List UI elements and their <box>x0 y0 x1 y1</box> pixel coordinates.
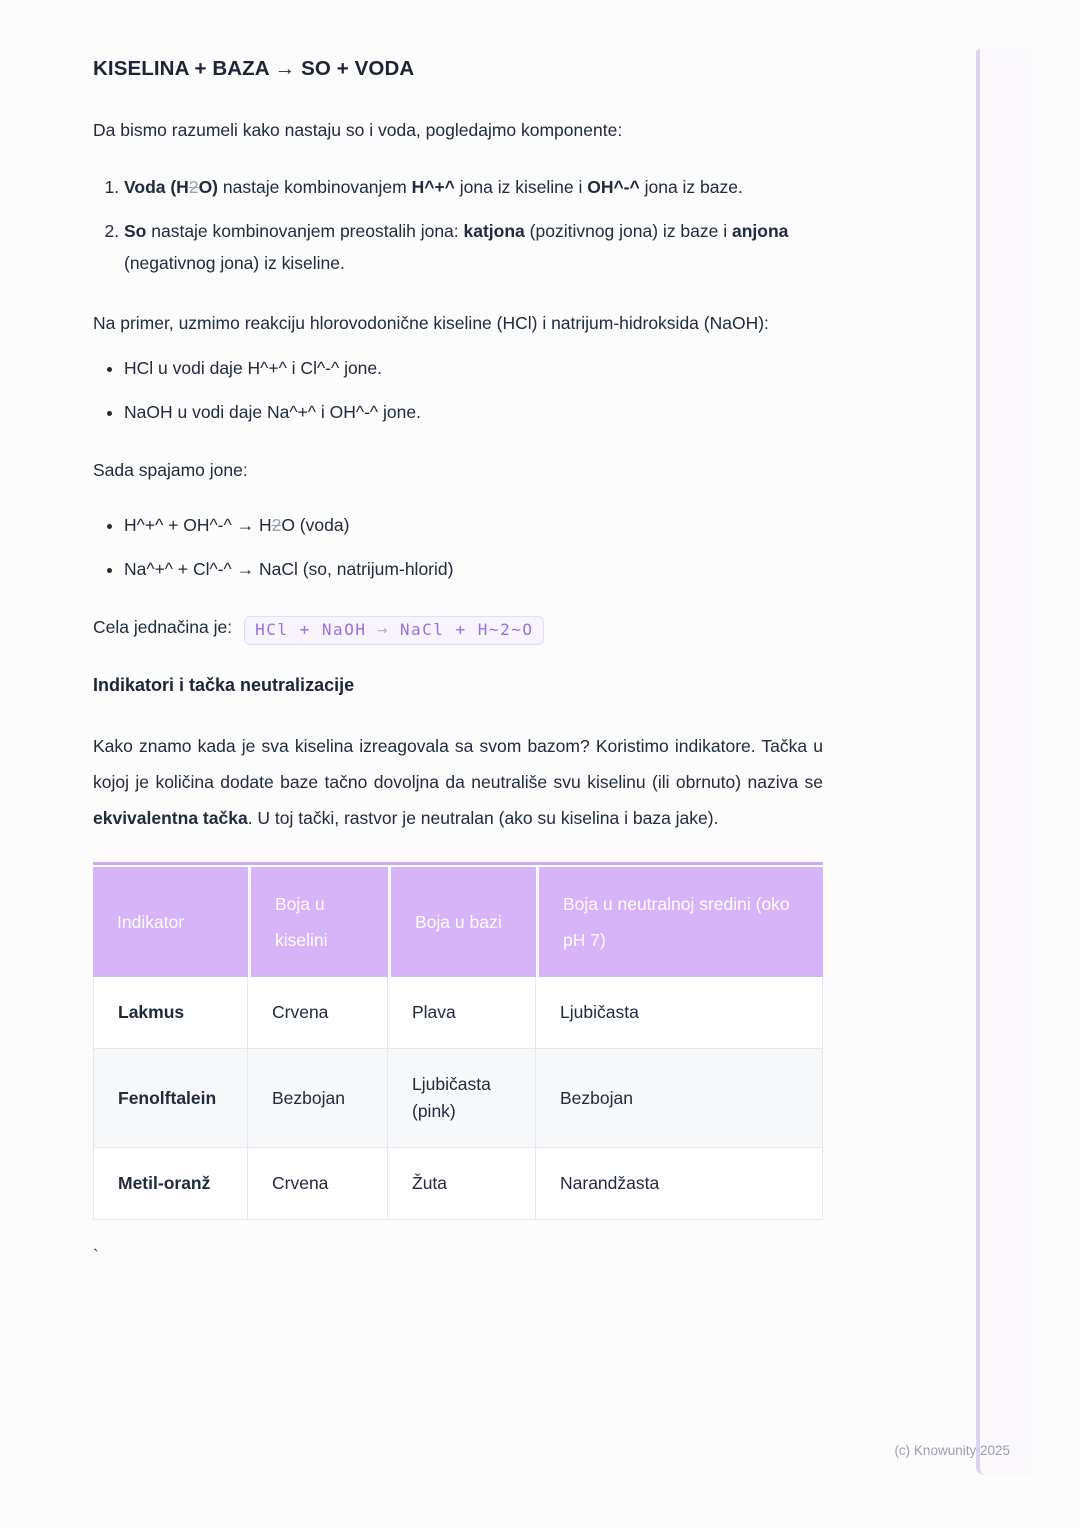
text-segment: jona iz baze. <box>639 177 743 197</box>
list-item <box>124 171 823 203</box>
component-list <box>93 171 823 279</box>
list-item <box>124 512 823 539</box>
indicators-paragraph <box>93 728 823 836</box>
text-segment: katjona <box>463 221 525 241</box>
text-segment: So <box>124 221 147 241</box>
page-title: KISELINA + BAZA → SO + VODA <box>93 57 415 80</box>
example-paragraph: Na primer, uzmimo reakciju hlorovodonične kiseline (HCl) i natrijum-hidroksida (NaOH): <box>93 313 769 333</box>
equation-code-chip <box>244 616 544 645</box>
table-header-cell: Boja u kiselini <box>248 867 388 977</box>
text-segment: Kako znamo kada je sva kiselina izreagovala sa svom bazom? Koristimo indikatore. Tačka u kojoj je količina dodate baze tačno dovoljna da neutrališe svu kiselinu (ili obrnuto) naziva se <box>93 736 823 792</box>
equation-left: HCl + NaOH <box>255 620 367 639</box>
table-row <box>93 1148 823 1220</box>
text-segment: O (voda) <box>281 515 350 535</box>
arrow-icon: → <box>377 620 389 639</box>
section-subheading: Indikatori i tačka neutralizacije <box>93 675 355 695</box>
table-header-cell: Boja u neutralnoj sredini (oko pH 7) <box>536 867 823 977</box>
indicator-table <box>93 867 823 1220</box>
copyright-note: (c) Knowunity 2025 <box>894 1443 1010 1458</box>
text-segment: 2 <box>271 515 282 535</box>
table-cell: Crvena <box>248 1148 388 1220</box>
table-cell: Crvena <box>248 977 388 1049</box>
text-segment: O) <box>198 177 219 197</box>
list-item: • NaOH u vodi daje Na^+^ i OH^-^ jone. <box>124 399 823 426</box>
indicator-table-wrap <box>93 862 823 1220</box>
list-item: • HCl u vodi daje H^+^ i Cl^-^ jone. <box>124 355 823 382</box>
text-segment: (pozitivnog jona) iz baze i <box>524 221 732 241</box>
equation-line <box>93 612 823 645</box>
table-cell: Plava <box>388 977 536 1049</box>
table-cell: Bezbojan <box>536 1049 823 1148</box>
text-segment: Voda (H <box>124 177 189 197</box>
table-header <box>93 867 823 977</box>
table-cell: Žuta <box>388 1148 536 1220</box>
table-row <box>93 977 823 1049</box>
right-margin-strip <box>976 49 1032 1475</box>
text-segment: nastaje kombinovanjem <box>218 177 412 197</box>
document-content <box>93 0 823 1266</box>
text-segment: nastaje kombinovanjem preostalih jona: <box>146 221 464 241</box>
table-cell: Bezbojan <box>248 1049 388 1148</box>
text-segment: . U toj tački, rastvor je neutralan (ako su kiselina i baza jake). <box>247 808 719 828</box>
join-ions-paragraph: Sada spajamo jone: <box>93 460 248 480</box>
list-item <box>124 556 823 583</box>
table-header-cell: Indikator <box>93 867 248 977</box>
text-segment: H^+^ <box>411 177 455 197</box>
text-segment: anjona <box>732 221 789 241</box>
text-segment: ekvivalentna tačka <box>93 808 248 828</box>
text-segment: 2 <box>188 177 199 197</box>
table-cell: Fenolftalein <box>93 1049 248 1148</box>
table-cell: Ljubičasta <box>536 977 823 1049</box>
text-segment: jona iz kiseline i <box>454 177 588 197</box>
ion-list <box>93 355 823 426</box>
table-cell: Metil-oranž <box>93 1148 248 1220</box>
equation-label: Cela jednačina je: <box>93 617 233 637</box>
combine-list <box>93 512 823 583</box>
table-body <box>93 977 823 1220</box>
text-segment: OH^-^ <box>587 177 640 197</box>
table-cell: Lakmus <box>93 977 248 1049</box>
table-cell: Ljubičasta (pink) <box>388 1049 536 1148</box>
text-segment: Na^+^ + Cl^-^ → NaCl (so, natrijum-hlorid) <box>124 559 454 579</box>
intro-paragraph: Da bismo razumeli kako nastaju so i voda, pogledajmo komponente: <box>93 120 623 140</box>
table-cell: Narandžasta <box>536 1148 823 1220</box>
table-header-cell: Boja u bazi <box>388 867 536 977</box>
list-item <box>124 215 823 279</box>
equation-right: NaCl + H~2~O <box>399 620 534 639</box>
text-segment: H^+^ + OH^-^ → H <box>124 515 272 535</box>
text-segment: (negativnog jona) iz kiseline. <box>124 253 345 273</box>
table-row <box>93 1049 823 1148</box>
stray-backtick: ` <box>93 1246 99 1266</box>
